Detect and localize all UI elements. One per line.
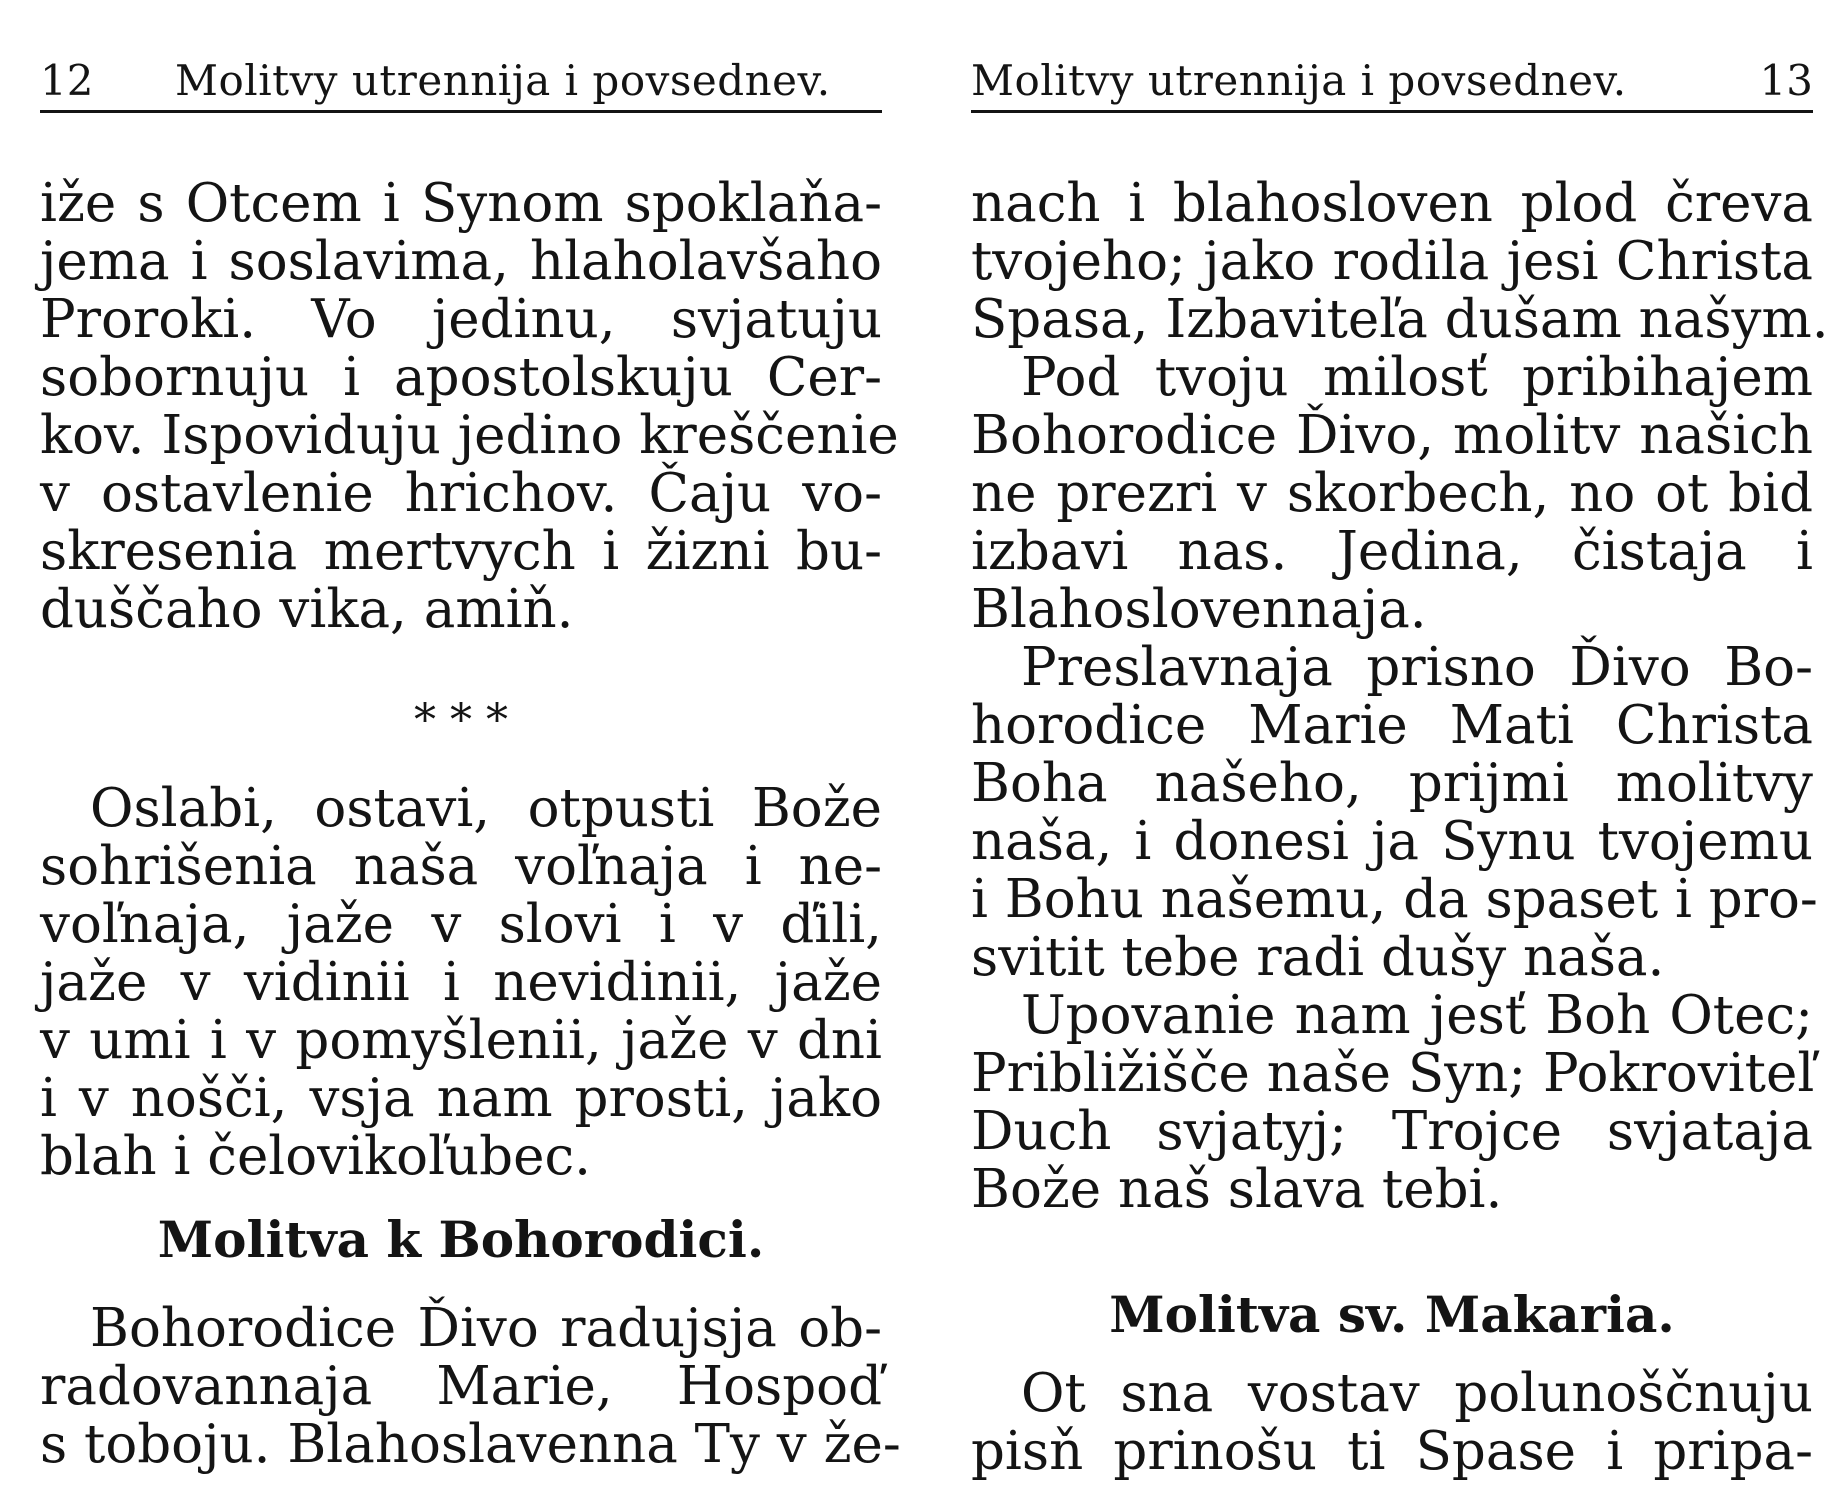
text-line: jaže v vidinii i nevidinii, jaže — [40, 952, 882, 1013]
text-line: s toboju. Blahoslavenna Ty v že- — [40, 1414, 901, 1475]
text-line: Bohorodice Ďivo, molitv našich — [971, 405, 1813, 466]
text-line: izbavi nas. Jedina, čistaja i — [971, 521, 1813, 582]
text-line: kov. Ispoviduju jedino kreščenie — [40, 405, 899, 466]
text-line: i Bohu našemu, da spaset i pro- — [971, 869, 1818, 930]
text-line: Preslavnaja prisno Ďivo Bo- — [1021, 637, 1813, 698]
left-paragraph-oslabi — [40, 780, 882, 1186]
text-line: naša, i donesi ja Synu tvojemu — [971, 811, 1813, 872]
right-paragraph-upovanie — [971, 987, 1813, 1219]
text-line: Boha našeho, prijmi molitvy — [971, 753, 1813, 814]
left-paragraph-bohorodice — [40, 1298, 901, 1475]
right-page — [971, 0, 1829, 1482]
left-page — [40, 0, 901, 1475]
text-line: duščaho vika, amiň. — [40, 579, 574, 640]
asterism-separator: * * * — [414, 695, 508, 746]
text-line: Blahoslovennaja. — [971, 579, 1427, 640]
text-line: voľnaja, jaže v slovi i v ďili, — [40, 894, 882, 955]
text-line: Pod tvoju milosť pribihajem — [1021, 347, 1813, 408]
text-line: blah i čelovikoľubec. — [40, 1126, 591, 1187]
right-paragraph-pod-tvoju — [971, 349, 1813, 639]
text-line: pisň prinošu ti Spase i pripa- — [971, 1421, 1813, 1482]
text-line: Upovanie nam jesť Boh Otec; — [1021, 985, 1813, 1046]
right-running-head — [971, 0, 1813, 113]
right-running-title: Molitvy utrennija i povsednev. — [971, 56, 1627, 105]
text-line: sohrišenia naša voľnaja i ne- — [40, 836, 882, 897]
text-line: iže s Otcem i Synom spoklaňa- — [40, 173, 882, 234]
text-line: sobornuju i apostolskuju Cer- — [40, 347, 882, 408]
text-line: tvojeho; jako rodila jesi Christa — [971, 231, 1813, 292]
text-line: i v nošči, vsja nam prosti, jako — [40, 1068, 882, 1129]
right-paragraph-preslavnaja — [971, 637, 1818, 988]
left-section-heading: Molitva k Bohorodici. — [157, 1210, 765, 1269]
text-line: Ot sna vostav polunoščnuju — [1021, 1363, 1813, 1424]
text-line: Bože naš slava tebi. — [971, 1159, 1503, 1220]
text-line: Bohorodice Ďivo radujsja ob- — [90, 1298, 882, 1359]
left-running-head — [40, 0, 882, 113]
right-section-heading: Molitva sv. Makaria. — [1109, 1285, 1675, 1344]
text-line: jema i soslavima, hlaholavšaho — [40, 231, 882, 292]
text-line: horodice Marie Mati Christa — [971, 695, 1813, 756]
right-page-number: 13 — [1759, 56, 1813, 105]
left-paragraph-creed-end — [40, 173, 899, 640]
right-paragraph-continuation — [971, 173, 1829, 350]
text-line: Duch svjatyj; Trojce svjataja — [971, 1101, 1813, 1162]
text-line: v ostavlenie hrichov. Čaju vo- — [40, 463, 882, 524]
right-paragraph-ot-sna — [971, 1365, 1813, 1481]
left-running-title: Molitvy utrennija i povsednev. — [175, 56, 831, 105]
left-page-number: 12 — [40, 56, 94, 105]
text-line: nach i blahosloven plod čreva — [971, 173, 1813, 234]
text-line: Oslabi, ostavi, otpusti Bože — [90, 778, 882, 839]
text-line: Spasa, Izbaviteľa dušam našym. — [971, 289, 1829, 350]
text-line: Proroki. Vo jedinu, svjatuju — [40, 289, 882, 350]
text-line: skresenia mertvych i žizni bu- — [40, 521, 882, 582]
text-line: radovannaja Marie, Hospoď — [40, 1356, 882, 1417]
text-line: ne prezri v skorbech, no ot bid — [971, 463, 1813, 524]
text-line: svitit tebe radi dušy naša. — [971, 927, 1665, 988]
text-line: v umi i v pomyšlenii, jaže v dni — [40, 1010, 882, 1071]
text-line: Približišče naše Syn; Pokroviteľ — [971, 1043, 1815, 1104]
